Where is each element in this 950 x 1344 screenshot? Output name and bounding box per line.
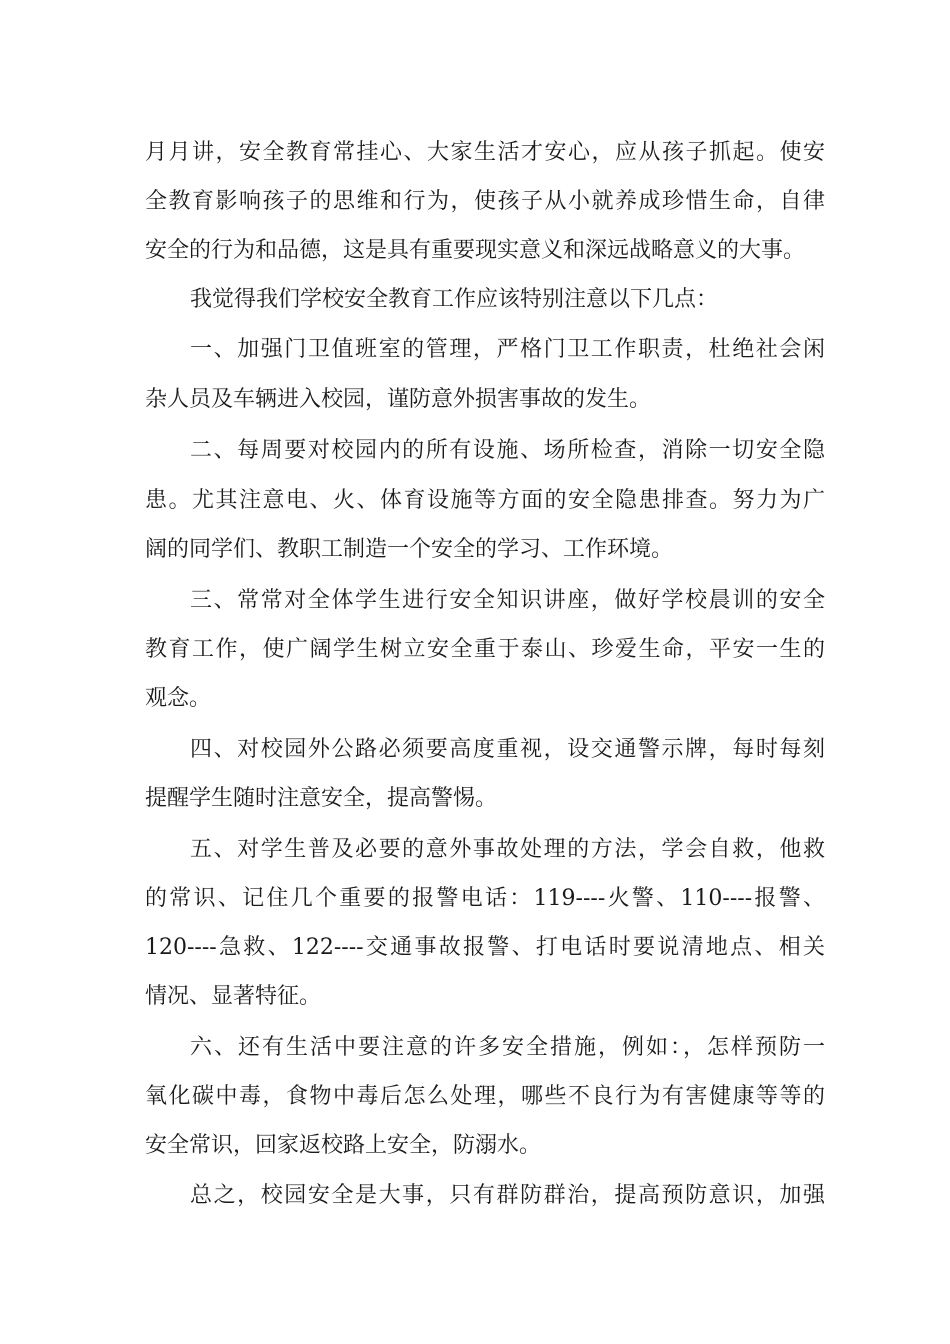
text-line: 氧化碳中毒，食物中毒后怎么处理，哪些不良行为有害健康等等的 (145, 1084, 825, 1109)
text-line: 提醒学生随时注意安全，提高警惕。 (145, 786, 498, 811)
text-line: 患。尤其注意电、火、体育设施等方面的安全隐患排查。努力为广 (145, 488, 825, 513)
text-line: 120----急救、122----交通事故报警、打电话时要说清地点、相关 (145, 935, 825, 960)
text-line: 五、对学生普及必要的意外事故处理的方法，学会自救，他救 (190, 837, 825, 862)
text-line: 总之，校园安全是大事，只有群防群治，提高预防意识，加强 (190, 1183, 825, 1208)
text-line: 安全的行为和品德，这是具有重要现实意义和深远战略意义的大事。 (145, 238, 806, 263)
text-line: 的常识、记住几个重要的报警电话：119----火警、110----报警、 (145, 886, 825, 911)
text-line: 三、常常对全体学生进行安全知识讲座，做好学校晨训的安全 (190, 588, 825, 613)
text-line: 情况、显著特征。 (145, 984, 322, 1009)
text-line: 全教育影响孩子的思维和行为，使孩子从小就养成珍惜生命，自律 (145, 189, 825, 214)
text-line: 阔的同学们、教职工制造一个安全的学习、工作环境。 (145, 537, 674, 562)
text-line: 一、加强门卫值班室的管理，严格门卫工作职责，杜绝社会闲 (190, 337, 825, 362)
text-line: 月月讲，安全教育常挂心、大家生活才安心，应从孩子抓起。使安 (145, 140, 825, 165)
text-line: 教育工作，使广阔学生树立安全重于泰山、珍爱生命，平安一生的 (145, 637, 825, 662)
text-line: 我觉得我们学校安全教育工作应该特别注意以下几点： (190, 287, 719, 312)
text-line: 四、对校园外公路必须要高度重视，设交通警示牌，每时每刻 (190, 737, 825, 762)
text-line: 安全常识，回家返校路上安全，防溺水。 (145, 1133, 542, 1158)
text-line: 六、还有生活中要注意的许多安全措施，例如：，怎样预防一 (190, 1035, 825, 1060)
text-line: 二、每周要对校园内的所有设施、场所检查，消除一切安全隐 (190, 438, 825, 463)
text-line: 杂人员及车辆进入校园，谨防意外损害事故的发生。 (145, 387, 652, 412)
text-line: 观念。 (145, 686, 212, 711)
